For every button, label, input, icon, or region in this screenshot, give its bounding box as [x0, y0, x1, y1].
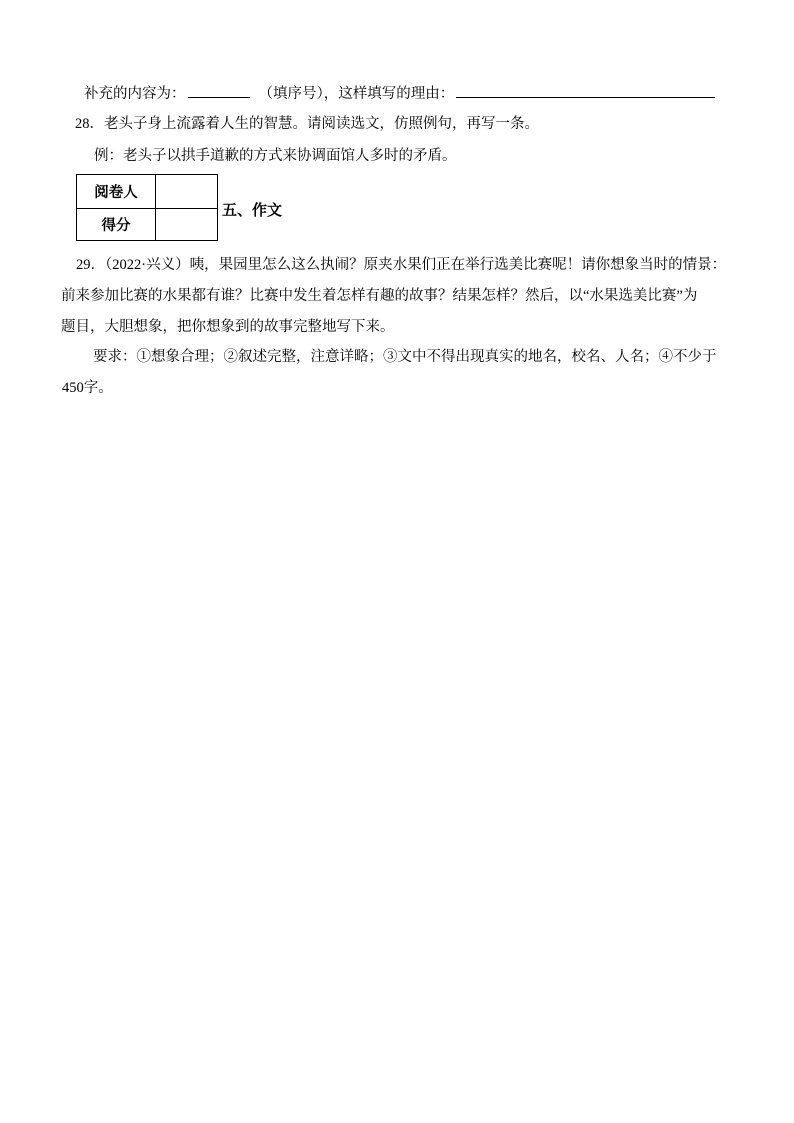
question-28-example: 例：老头子以拱手道歉的方式来协调面馆人多时的矛盾。 [94, 148, 457, 164]
question-28: 28．老头子身上流露着人生的智慧。请阅读选文，仿照例句，再写一条。 [75, 116, 539, 132]
answer-blank-long [456, 83, 715, 98]
reviewer-entry-cell [155, 175, 217, 208]
section-title-composition: 五、作文 [222, 203, 283, 219]
score-entry-cell [155, 208, 217, 241]
fill-in-prefix: 补充的内容为： [84, 85, 186, 102]
question-29-line-1: 29．（2022·兴义）咦，果园里怎么这么执闹？原夹水果们正在举行选美比赛呢！请你想象当时的情景： [76, 257, 727, 273]
question-29-line-3: 题目，大胆想象，把你想象到的故事完整地写下来。 [61, 319, 395, 335]
fill-in-middle: （填序号），这样填写的理由： [258, 85, 455, 102]
question-29-line-2: 前来参加比赛的水果都有谁？比赛中发生着怎样有趣的故事？结果怎样？然后，以“水果选美比赛”为 [61, 288, 698, 304]
fill-in-line [76, 83, 718, 104]
grader-table [76, 174, 218, 241]
requirements-line-1: 要求：①想象合理；②叙述完整，注意详略；③文中不得出现真实的地名，校名、人名；④不少于 [93, 349, 717, 365]
grader-label-score: 得分 [77, 208, 155, 241]
requirements-line-2: 450字。 [62, 380, 113, 396]
answer-blank-short [188, 83, 250, 98]
grader-label-reviewer: 阅卷人 [94, 184, 138, 201]
